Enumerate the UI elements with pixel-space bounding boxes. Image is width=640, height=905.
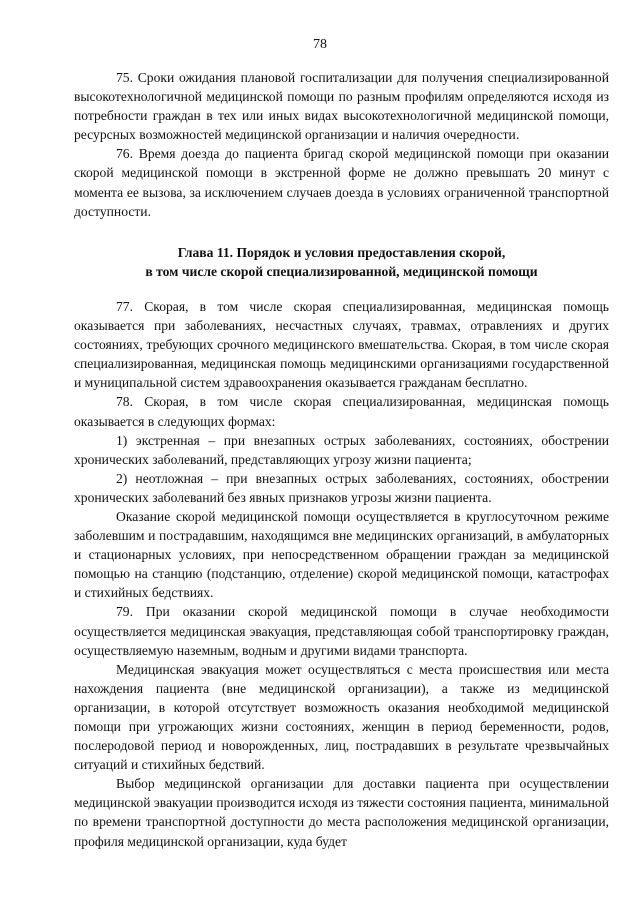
- paragraph-78: 78. Скорая, в том числе скорая специализированная, медицинская помощь оказывается в следующих формах:: [74, 394, 609, 429]
- paragraph-evacuation: Медицинская эвакуация может осуществляться с места происшествия или места нахождения пациента (вне медицинской организации), а также из медицинской организации, в которой отсутствует возможность оказания необходимой медицинской помощи при угрожающих жизни состояниях, женщин в период беременности, родов, послеродовой период и новорожденных, лиц, пострадавших в результате чрезвычайных ситуаций и стихийных бедствий.: [74, 661, 609, 773]
- chapter-heading-line-1: Глава 11. Порядок и условия предоставления скорой,: [177, 244, 506, 260]
- chapter-heading-line-2: в том числе скорой специализированной, медицинской помощи: [145, 263, 538, 279]
- paragraph-organization-choice: Выбор медицинской организации для доставки пациента при осуществлении медицинской эвакуации производится исходя из тяжести состояния пациента, минимальной по времени транспортной доступности до места расположения медицинской организации, профиля медицинской организации, куда будет: [74, 776, 609, 849]
- list-item-urgent: 2) неотложная – при внезапных острых заболеваниях, состояниях, обострении хронических заболеваний без явных признаков угрозы жизни пациента.: [74, 470, 609, 505]
- paragraph-ambulance-mode: Оказание скорой медицинской помощи осуществляется в круглосуточном режиме заболевшим и пострадавшим, находящимся вне медицинских организаций, в амбулаторных и стационарных условиях, при непосредственном обращении граждан за медицинской помощью на станцию (подстанцию, отделение) скорой медицинской помощи, катастрофах и стихийных бедствиях.: [74, 508, 609, 601]
- paragraph-75: 75. Сроки ожидания плановой госпитализации для получения специализированной высокотехнологичной медицинской помощи по разным профилям определяются исходя из потребности граждан в тех или иных видах высокотехнологичной медицинской помощи, ресурсных возможностей медицинской организации и наличия очередности.: [74, 70, 609, 143]
- paragraph-79: 79. При оказании скорой медицинской помощи в случае необходимости осуществляется медицинская эвакуация, представляющая собой транспортировку граждан, осуществляемую наземным, водным и другими видами транспорта.: [74, 604, 609, 658]
- chapter-heading: [74, 243, 609, 281]
- paragraph-76: 76. Время доезда до пациента бригад скорой медицинской помощи при оказании скорой медицинской помощи в экстренной форме не должно превышать 20 минут с момента ее вызова, за исключением случаев доезда в условиях ограниченной транспортной доступности.: [74, 146, 609, 219]
- page-content: [74, 68, 609, 851]
- paragraph-77: 77. Скорая, в том числе скорая специализированная, медицинская помощь оказывается при заболеваниях, несчастных случаях, травмах, отравлениях и других состояниях, требующих срочного медицинского вмешательства. Скорая, в том числе скорая специализированная, медицинская помощь медицинскими организациями государственной и муниципальной систем здравоохранения оказывается гражданам бесплатно.: [74, 298, 609, 391]
- list-item-emergency: 1) экстренная – при внезапных острых заболеваниях, состояниях, обострении хронических заболеваний, представляющих угрозу жизни пациента;: [74, 432, 609, 467]
- page-number: 78: [313, 37, 327, 52]
